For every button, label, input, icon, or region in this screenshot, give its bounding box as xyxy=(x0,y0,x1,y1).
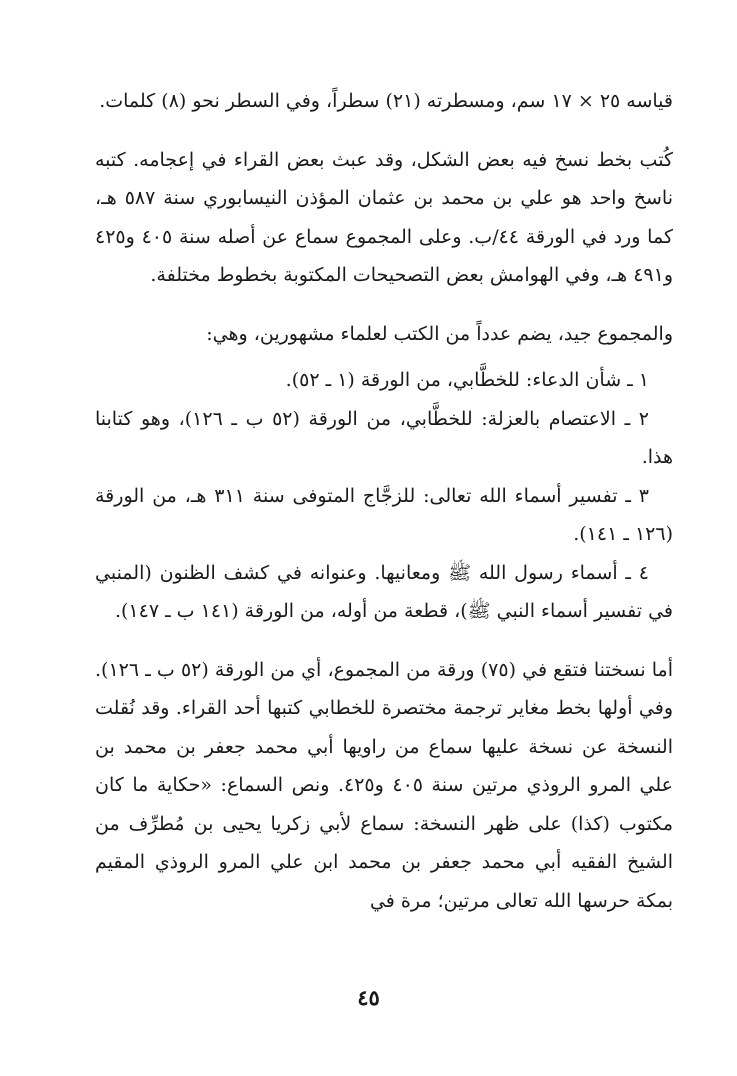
page-number: ٤٥ xyxy=(357,985,380,1010)
list-item-3: ٣ ـ تفسير أسماء الله تعالى: للزجَّاج المتوفى سنة ٣١١ هـ، من الورقة (١٢٦ ـ ١٤١). xyxy=(95,484,673,545)
paragraph-script-description: كُتب بخط نسخ فيه بعض الشكل، وقد عبث بعض القراء في إعجامه. كتبه ناسخ واحد هو علي بن محمد بن عثمان المؤذن النيسابوري سنة ٥٨٧ هـ، كما ورد في الورقة ٤٤/ب. وعلى المجموع سماع عن أصله سنة ٤٠٥ و٤٢٥ و٤٩١ هـ، وفي الهوامش بعض التصحيحات المكتوبة بخطوط مختلفة. xyxy=(95,148,673,286)
list-item-2: ٢ ـ الاعتصام بالعزلة: للخطَّابي، من الورقة (٥٢ ب ـ ١٢٦)، وهو كتابنا هذا. xyxy=(95,407,673,468)
paragraph-collection-intro: والمجموع جيد، يضم عدداً من الكتب لعلماء مشهورين، وهي: xyxy=(206,322,673,345)
page-body xyxy=(95,82,673,920)
list-item-1: ١ ـ شأن الدعاء: للخطَّابي، من الورقة (١ ـ ٥٢). xyxy=(285,369,649,391)
list-item-4: ٤ ـ أسماء رسول الله ﷺ ومعانيها. وعنوانه في كشف الظنون (المنبي في تفسير أسماء النبي ﷺ)، قطعة من أوله، من الورقة (١٤١ ب ـ ١٤٧). xyxy=(95,561,673,622)
paragraph-dimensions: قياسه ٢٥ × ١٧ سم، ومسطرته (٢١) سطراً، وفي السطر نحو (٨) كلمات. xyxy=(99,90,673,112)
paragraph-our-copy: أما نسختنا فتقع في (٧٥) ورقة من المجموع، أي من الورقة (٥٢ ب ـ ١٢٦). وفي أولها بخط مغاير ترجمة مختصرة للخطابي كتبها أحد القراء. وقد نُقلت النسخة عن نسخة عليها سماع من راويها أبي محمد جعفر بن محمد بن علي المرو الروذي مرتين سنة ٤٠٥ و٤٢٥. ونص السماع: «حكاية ما كان مكتوب (كذا) على ظهر النسخة: سماع لأبي زكريا يحيى بن مُطرِّف من الشيخ الفقيه أبي محمد جعفر بن محمد ابن علي المرو الروذي المقيم بمكة حرسها الله تعالى مرتين؛ مرة في xyxy=(95,658,674,912)
